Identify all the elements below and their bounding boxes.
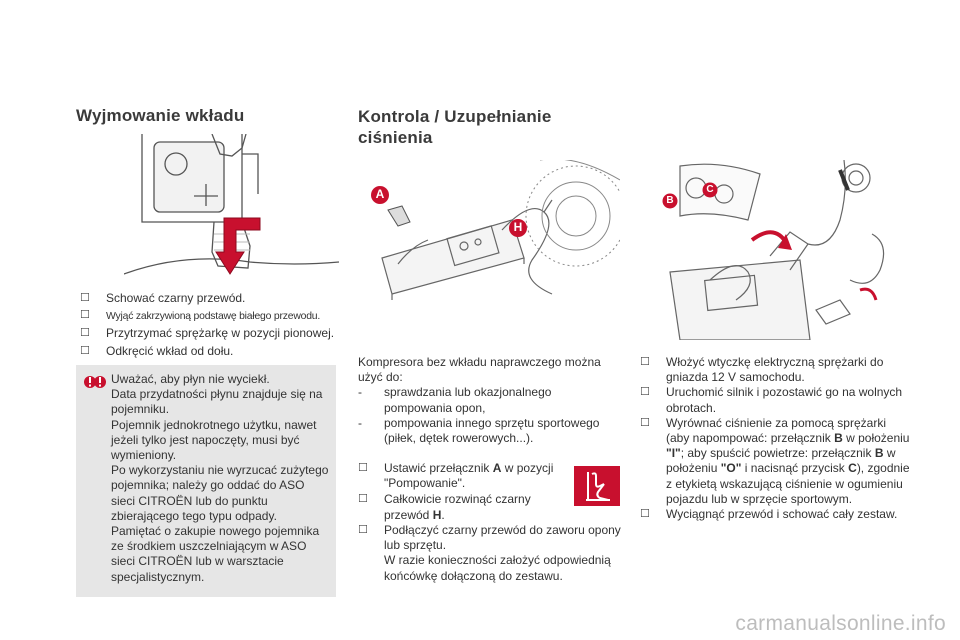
list-item: - pompowania innego sprzętu sportowego (piłek, dętek rowerowych...). bbox=[358, 415, 600, 446]
list-item: ☐ Podłączyć czarny przewód do zaworu opony lub sprzętu. W razie konieczności założyć odpowiednią końcówkę dołączoną do zestawu. bbox=[358, 523, 621, 583]
cartridge-removal-steps bbox=[80, 291, 342, 359]
pump-steps-short bbox=[358, 461, 568, 523]
compressor-illustration bbox=[362, 160, 620, 300]
label-b-badge: B bbox=[662, 193, 678, 214]
list-item: - sprawdzania lub okazjonalnego pompowania opon, bbox=[358, 385, 552, 415]
bullet-icon: ☐ bbox=[80, 292, 90, 304]
bullet-icon: ☐ bbox=[80, 344, 90, 357]
list-item: ☐ Wyrównać ciśnienie za pomocą sprężarki (aby napompować: przełącznik B w położeniu "I"; aby spuścić powietrze: przełącznik B w położeniu "O" i nacisnąć przycisk C), zgodnie z etykietą wskazującą ciśnienie w ogumieniu pojazdu lub w sprzęcie sportowym. bbox=[640, 415, 910, 506]
list-item: ☐ Ustawić przełącznik A w pozycji "Pompowanie". bbox=[358, 461, 554, 491]
bullet-icon: ☐ bbox=[640, 356, 650, 368]
bullet-icon: ☐ bbox=[358, 462, 368, 474]
watermark: carmanualsonline.info bbox=[735, 612, 946, 635]
list-item: ☐ Odkręcić wkład od dołu. bbox=[80, 343, 234, 358]
warning-text: Uważać, aby płyn nie wyciekł. Data przydatności płynu znajduje się na pojemniku. Pojemnik jednokrotnego użytku, nawet jeżeli tylko jest napoczęty, musi być wymieniony. Po wykorzystaniu nie wyrzucać zużytego pojemnika; należy go oddać do ASO sieci CITROËN lub do punktu zbierającego tego typu odpady. Pamiętać o zakupie nowego pojemnika ze środkiem uszczelniającym w ASO sieci CITROËN lub w warsztacie specjalistycznym. bbox=[111, 372, 329, 584]
list-item: ☐ Wyciągnąć przewód i schować cały zestaw. bbox=[640, 507, 898, 522]
list-item: ☐ Uruchomić silnik i pozostawić go na wolnych obrotach. bbox=[640, 385, 903, 415]
list-item: ☐ Wyjąć zakrzywioną podstawę białego przewodu. bbox=[80, 309, 321, 323]
pump-steps-connect bbox=[358, 523, 628, 584]
list-item: ☐ Włożyć wtyczkę elektryczną sprężarki do gniazda 12 V samochodu. bbox=[640, 355, 884, 385]
label-c-badge: C bbox=[702, 182, 718, 203]
label-h-badge: H bbox=[508, 218, 528, 243]
label-a-badge: A bbox=[370, 185, 390, 210]
section-title-pressure-check: Kontrola / Uzupełnianie ciśnienia bbox=[358, 107, 552, 147]
cartridge-removal-illustration bbox=[124, 134, 339, 282]
bullet-icon: ☐ bbox=[80, 309, 90, 322]
list-item: ☐ Schować czarny przewód. bbox=[80, 291, 246, 305]
bullet-icon: ☐ bbox=[640, 508, 650, 521]
bullet-icon: ☐ bbox=[640, 416, 650, 429]
warning-box bbox=[76, 365, 336, 597]
tyre-pressure-symbol-icon bbox=[574, 466, 620, 506]
compressor-connection-illustration bbox=[640, 160, 898, 340]
section-title-cartridge-removal: Wyjmowanie wkładu bbox=[76, 106, 245, 125]
list-item: ☐ Całkowicie rozwinąć czarny przewód H. bbox=[358, 492, 531, 522]
bullet-icon: ☐ bbox=[80, 327, 90, 340]
bullet-icon: ☐ bbox=[358, 493, 368, 506]
bullet-icon: ☐ bbox=[640, 386, 650, 399]
bullet-icon: ☐ bbox=[358, 524, 368, 536]
inflation-steps bbox=[640, 355, 910, 522]
list-item: ☐ Przytrzymać sprężarkę w pozycji pionowej. bbox=[80, 326, 335, 341]
compressor-usage: Kompresora bez wkładu naprawczego można użyć do: - sprawdzania lub okazjonalnego pompowania opon, - pompowania innego sprzętu sportowego (piłek, dętek rowerowych...). bbox=[358, 355, 620, 446]
warning-icon bbox=[84, 373, 106, 396]
